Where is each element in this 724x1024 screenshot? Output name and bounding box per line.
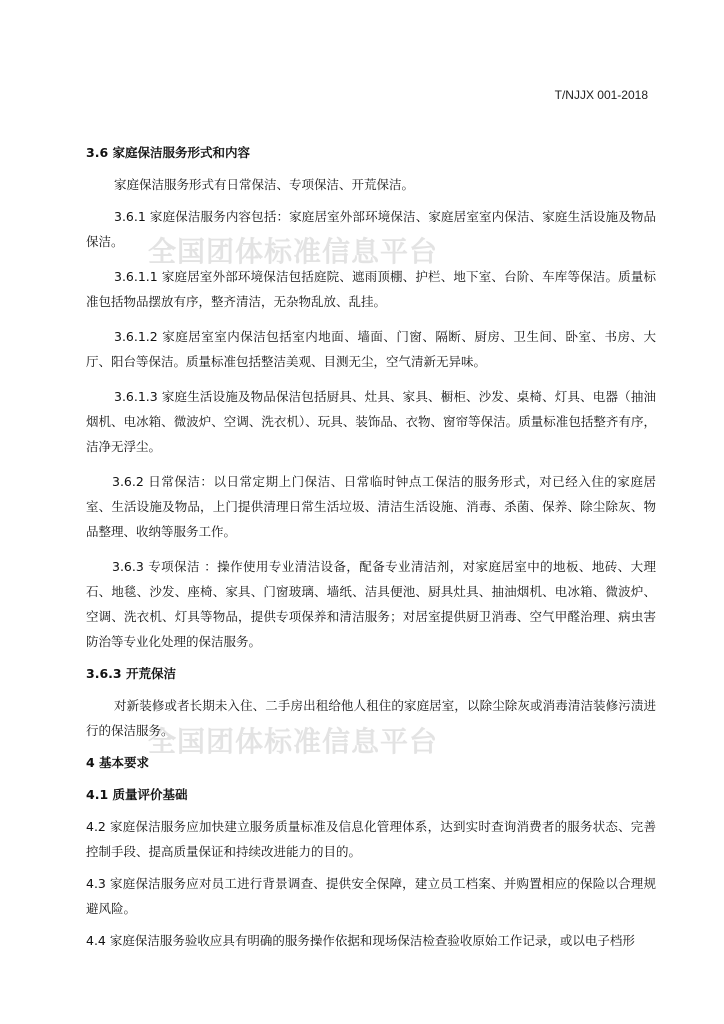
section-heading: 3.6 家庭保洁服务形式和内容 <box>86 145 250 160</box>
paragraph: 3.6.1.2 家庭居室室内保洁包括室内地面、墙面、门窗、隔断、厨房、卫生间、卧室、书房、大厅、阳台等保洁。质量标准包括整洁美观、目测无尘，空气清新无异味。 <box>86 329 656 369</box>
document-body <box>86 136 656 953</box>
paragraph: 3.6.1.1 家庭居室外部环境保洁包括庭院、遮雨顶棚、护栏、地下室、台阶、车库等保洁。质量标准包括物品摆放有序，整齐清洁，无杂物乱放、乱挂。 <box>86 269 656 309</box>
document-id: T/NJJX 001-2018 <box>554 88 648 102</box>
paragraph: 3.6.2 日常保洁：以日常定期上门保洁、日常临时钟点工保洁的服务形式，对已经入住的家庭居室、生活设施及物品，上门提供清理日常生活垃圾、清洁生活设施、消毒、杀菌、保养、除尘除灰、物品整理、收纳等服务工作。 <box>86 474 656 539</box>
paragraph: 3.6.1.3 家庭生活设施及物品保洁包括厨具、灶具、家具、橱柜、沙发、桌椅、灯具、电器（抽油烟机、电冰箱、微波炉、空调、洗衣机）、玩具、装饰品、衣物、窗帘等保洁。质量标准包括整齐有序，洁净无浮尘。 <box>86 389 656 454</box>
section-heading: 3.6.3 开荒保洁 <box>86 666 176 681</box>
paragraph: 4.2 家庭保洁服务应加快建立服务质量标准及信息化管理体系，达到实时查询消费者的服务状态、完善控制手段、提高质量保证和持续改进能力的目的。 <box>86 819 656 859</box>
paragraph: 4.3 家庭保洁服务应对员工进行背景调查、提供安全保障，建立员工档案、并购置相应的保险以合理规避风险。 <box>86 876 656 916</box>
paragraph: 4.4 家庭保洁服务验收应具有明确的服务操作依据和现场保洁检查验收原始工作记录，或以电子档形 <box>86 933 635 948</box>
watermark: 全国团体标准信息平台 <box>148 725 439 758</box>
paragraph: 3.6.3 专项保洁 ：操作使用专业清洁设备，配备专业清洁剂，对家庭居室中的地板、地砖、大理石、地毯、沙发、座椅、家具、门窗玻璃、墙纸、洁具便池、厨具灶具、抽油烟机、电冰箱、微波炉、空调、洗衣机、灯具等物品，提供专项保养和清洁服务；对居室提供厨卫消毒、空气甲醛治理、病虫害防治等专业化处理的保洁服务。 <box>86 559 656 649</box>
watermark: 全国团体标准信息平台 <box>148 235 439 268</box>
paragraph: 家庭保洁服务形式有日常保洁、专项保洁、开荒保洁。 <box>114 177 415 192</box>
paragraph: 对新装修或者长期未入住、二手房出租给他人租住的家庭居室，以除尘除灰或消毒清洁装修污渍进行的保洁服务。 <box>86 698 656 738</box>
paragraph: 3.6.1 家庭保洁服务内容包括：家庭居室外部环境保洁、家庭居室室内保洁、家庭生活设施及物品保洁。 <box>86 209 656 249</box>
section-heading: 4 基本要求 <box>86 755 150 770</box>
section-heading: 4.1 质量评价基础 <box>86 787 188 802</box>
